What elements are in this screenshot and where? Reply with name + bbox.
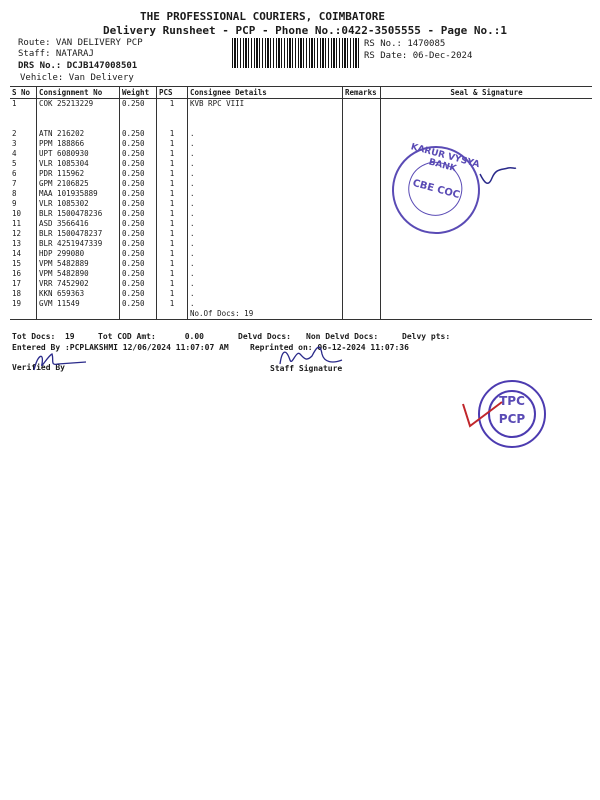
cell-remarks xyxy=(343,239,381,249)
delivery-points: Delvy pts: xyxy=(402,332,451,341)
cell-pcs: 1 xyxy=(157,219,188,229)
col-consignee: Consignee Details xyxy=(188,87,343,99)
staff-signature xyxy=(276,340,346,370)
cell-sno: 10 xyxy=(12,209,22,218)
cell-pcs: 1 xyxy=(157,99,188,110)
cell-pcs: 1 xyxy=(157,299,188,309)
cell-wt: 0.250 xyxy=(120,289,157,299)
cell-seal xyxy=(381,299,593,309)
cell-seal xyxy=(381,259,593,269)
table-row xyxy=(10,239,592,249)
cell-sno xyxy=(10,109,37,119)
cell-remarks xyxy=(343,169,381,179)
cell-pcs xyxy=(157,119,188,129)
cell-sno: 5 xyxy=(12,159,17,168)
cell-details: . xyxy=(188,219,343,229)
table-row xyxy=(10,309,592,320)
cell-details: . xyxy=(188,159,343,169)
seal-signature-mark xyxy=(478,160,518,190)
cell-cons: KKN 659363 xyxy=(37,289,120,299)
cell-details: . xyxy=(188,189,343,199)
cell-wt: 0.250 xyxy=(120,129,157,139)
cell-sno: 11 xyxy=(12,219,22,228)
cell-cons: COK 25213229 xyxy=(37,99,120,110)
cell-cons: VLR 1085302 xyxy=(37,199,120,209)
staff-signature-label: Staff Signature xyxy=(270,364,343,373)
runsheet-subtitle: Delivery Runsheet - PCP - Phone No.:0422-3505555 - Page No.:1 xyxy=(103,24,507,37)
cell-remarks xyxy=(343,279,381,289)
cell-sno: 17 xyxy=(12,279,22,288)
cell-sno: 16 xyxy=(12,269,22,278)
cell-wt: 0.250 xyxy=(120,169,157,179)
cell-pcs xyxy=(157,309,188,320)
cell-cons: BLR 1500478237 xyxy=(37,229,120,239)
cell-cons xyxy=(37,109,120,119)
cell-wt: 0.250 xyxy=(120,99,157,110)
cell-sno: 1 xyxy=(12,99,17,108)
runsheet-table xyxy=(10,86,592,320)
cell-seal xyxy=(381,229,593,239)
entered-by: Entered By :PCPLAKSHMI 12/06/2024 11:07:07 AM xyxy=(12,343,229,352)
cell-seal xyxy=(381,249,593,259)
cell-pcs: 1 xyxy=(157,149,188,159)
cell-seal xyxy=(381,289,593,299)
cell-pcs: 1 xyxy=(157,179,188,189)
cell-details: . xyxy=(188,249,343,259)
cell-details: . xyxy=(188,179,343,189)
verifier-signature xyxy=(30,350,90,374)
company-title: THE PROFESSIONAL COURIERS, COIMBATORE xyxy=(140,10,386,23)
table-row xyxy=(10,269,592,279)
cell-wt: 0.250 xyxy=(120,269,157,279)
cell-details: . xyxy=(188,199,343,209)
cell-remarks xyxy=(343,99,381,110)
table-row xyxy=(10,129,592,139)
bank-stamp-text: KARUR VYSYA BANK xyxy=(409,142,481,175)
cell-remarks xyxy=(343,159,381,169)
cell-remarks xyxy=(343,149,381,159)
cell-cons: VRR 7452902 xyxy=(37,279,120,289)
table-row xyxy=(10,149,592,159)
cell-seal xyxy=(381,119,593,129)
cell-remarks xyxy=(343,209,381,219)
table-row xyxy=(10,99,592,110)
cell-wt: 0.250 xyxy=(120,259,157,269)
cell-pcs: 1 xyxy=(157,169,188,179)
cell-details: . xyxy=(188,209,343,219)
cell-cons: VPM 5482890 xyxy=(37,269,120,279)
cell-cons: PPM 188866 xyxy=(37,139,120,149)
delivered-docs: Delvd Docs: xyxy=(238,332,291,341)
table-header-row xyxy=(10,87,592,99)
staff-label: Staff: NATARAJ xyxy=(18,49,94,59)
cell-details: KVB RPC VIII xyxy=(188,99,343,110)
cell-pcs: 1 xyxy=(157,199,188,209)
cell-wt: 0.250 xyxy=(120,179,157,189)
cell-cons: GPM 2106825 xyxy=(37,179,120,189)
cell-pcs: 1 xyxy=(157,239,188,249)
verified-by-label: Verified By xyxy=(12,363,65,372)
col-remarks: Remarks xyxy=(343,87,381,99)
cell-pcs: 1 xyxy=(157,129,188,139)
cell-sno: 15 xyxy=(12,259,22,268)
cell-remarks xyxy=(343,219,381,229)
cell-remarks xyxy=(343,259,381,269)
bank-stamp-center: CBE COC xyxy=(411,177,461,202)
cell-cons: GVM 11549 xyxy=(37,299,120,309)
col-consignment: Consignment No xyxy=(37,87,120,99)
cell-details: . xyxy=(188,299,343,309)
cell-sno: 13 xyxy=(12,239,22,248)
cell-remarks xyxy=(343,179,381,189)
cell-wt: 0.250 xyxy=(120,239,157,249)
cell-pcs: 1 xyxy=(157,159,188,169)
cell-details: . xyxy=(188,169,343,179)
cell-details: . xyxy=(188,279,343,289)
col-weight: Weight xyxy=(120,87,157,99)
cell-details: . xyxy=(188,149,343,159)
cell-details: . xyxy=(188,239,343,249)
cell-cons xyxy=(37,309,120,320)
cell-details xyxy=(188,109,343,119)
cell-details: . xyxy=(188,269,343,279)
rs-number: RS No.: 1470085 xyxy=(364,39,446,49)
table-row xyxy=(10,249,592,259)
cell-pcs: 1 xyxy=(157,139,188,149)
cell-remarks xyxy=(343,109,381,119)
cell-wt: 0.250 xyxy=(120,199,157,209)
cell-remarks xyxy=(343,229,381,239)
cell-cons: HDP 299080 xyxy=(37,249,120,259)
cell-cons: VPM 5482889 xyxy=(37,259,120,269)
total-docs: Tot Docs: 19 xyxy=(12,332,75,341)
cell-sno: 7 xyxy=(12,179,17,188)
cell-sno xyxy=(10,309,37,320)
table-row xyxy=(10,109,592,119)
cell-remarks xyxy=(343,309,381,320)
route-label: Route: VAN DELIVERY PCP xyxy=(18,38,143,48)
cell-cons: ASD 3566416 xyxy=(37,219,120,229)
cell-wt: 0.250 xyxy=(120,139,157,149)
cell-cons: ATN 216202 xyxy=(37,129,120,139)
col-seal: Seal & Signature xyxy=(381,87,593,99)
cell-details: . xyxy=(188,129,343,139)
cell-wt: 0.250 xyxy=(120,219,157,229)
cell-cons xyxy=(37,119,120,129)
cell-wt: 0.250 xyxy=(120,229,157,239)
cell-cons: BLR 1500478236 xyxy=(37,209,120,219)
cell-seal xyxy=(381,239,593,249)
cell-sno: 14 xyxy=(12,249,22,258)
cell-sno: 8 xyxy=(12,189,17,198)
cell-cons: MAA 101935889 xyxy=(37,189,120,199)
cell-cons: VLR 1085304 xyxy=(37,159,120,169)
cell-sno: 3 xyxy=(12,139,17,148)
table-row xyxy=(10,119,592,129)
cell-seal xyxy=(381,279,593,289)
cell-seal xyxy=(381,129,593,139)
cell-wt xyxy=(120,109,157,119)
cell-wt xyxy=(120,309,157,320)
total-cod-amount: Tot COD Amt: 0.00 xyxy=(98,332,204,341)
cell-remarks xyxy=(343,249,381,259)
cell-cons: PDR 115962 xyxy=(37,169,120,179)
table-row xyxy=(10,199,592,209)
cell-wt: 0.250 xyxy=(120,249,157,259)
cell-seal xyxy=(381,309,593,320)
cell-remarks xyxy=(343,199,381,209)
cell-cons: BLR 4251947339 xyxy=(37,239,120,249)
cell-remarks xyxy=(343,129,381,139)
cell-pcs: 1 xyxy=(157,249,188,259)
table-row xyxy=(10,299,592,309)
red-tick-mark xyxy=(460,398,506,432)
cell-details xyxy=(188,119,343,129)
drs-number: DRS No.: DCJB147008501 xyxy=(18,61,138,71)
cell-remarks xyxy=(343,289,381,299)
cell-wt xyxy=(120,119,157,129)
cell-details: . xyxy=(188,259,343,269)
cell-remarks xyxy=(343,299,381,309)
col-pcs: PCS xyxy=(157,87,188,99)
cell-sno: 2 xyxy=(12,129,17,138)
cell-wt: 0.250 xyxy=(120,189,157,199)
cell-sno: 4 xyxy=(12,149,17,158)
table-row xyxy=(10,189,592,199)
cell-wt: 0.250 xyxy=(120,279,157,289)
table-row xyxy=(10,279,592,289)
table-row xyxy=(10,289,592,299)
cell-wt: 0.250 xyxy=(120,209,157,219)
cell-sno: 9 xyxy=(12,199,17,208)
cell-pcs: 1 xyxy=(157,229,188,239)
cell-pcs xyxy=(157,109,188,119)
cell-pcs: 1 xyxy=(157,209,188,219)
table-row xyxy=(10,139,592,149)
cell-sno: 19 xyxy=(12,299,22,308)
vehicle-label: Vehicle: Van Delivery xyxy=(20,73,134,83)
cell-sno: 6 xyxy=(12,169,17,178)
table-row xyxy=(10,209,592,219)
cell-sno xyxy=(10,119,37,129)
cell-pcs: 1 xyxy=(157,279,188,289)
non-delivered-docs: Non Delvd Docs: xyxy=(306,332,379,341)
rs-date: RS Date: 06-Dec-2024 xyxy=(364,51,473,61)
cell-seal xyxy=(381,99,593,110)
reprinted-on: Reprinted on: 06-12-2024 11:07:36 xyxy=(250,343,409,352)
cell-remarks xyxy=(343,139,381,149)
cell-details: No.Of Docs: 19 xyxy=(188,309,343,320)
cell-wt: 0.250 xyxy=(120,159,157,169)
table-row xyxy=(10,259,592,269)
cell-sno: 12 xyxy=(12,229,22,238)
cell-pcs: 1 xyxy=(157,289,188,299)
cell-remarks xyxy=(343,189,381,199)
cell-wt: 0.250 xyxy=(120,299,157,309)
cell-seal xyxy=(381,269,593,279)
cell-cons: UPT 6080930 xyxy=(37,149,120,159)
table-row xyxy=(10,219,592,229)
cell-remarks xyxy=(343,119,381,129)
cell-details: . xyxy=(188,289,343,299)
cell-sno: 18 xyxy=(12,289,22,298)
cell-seal xyxy=(381,109,593,119)
cell-remarks xyxy=(343,269,381,279)
tpc-stamp-top: TPC xyxy=(499,394,525,408)
table-row xyxy=(10,229,592,239)
cell-pcs: 1 xyxy=(157,189,188,199)
cell-details: . xyxy=(188,139,343,149)
cell-pcs: 1 xyxy=(157,259,188,269)
cell-pcs: 1 xyxy=(157,269,188,279)
barcode xyxy=(232,38,360,68)
cell-details: . xyxy=(188,229,343,239)
col-sno: S No xyxy=(10,87,37,99)
cell-wt: 0.250 xyxy=(120,149,157,159)
tpc-stamp-bottom: PCP xyxy=(498,412,526,426)
